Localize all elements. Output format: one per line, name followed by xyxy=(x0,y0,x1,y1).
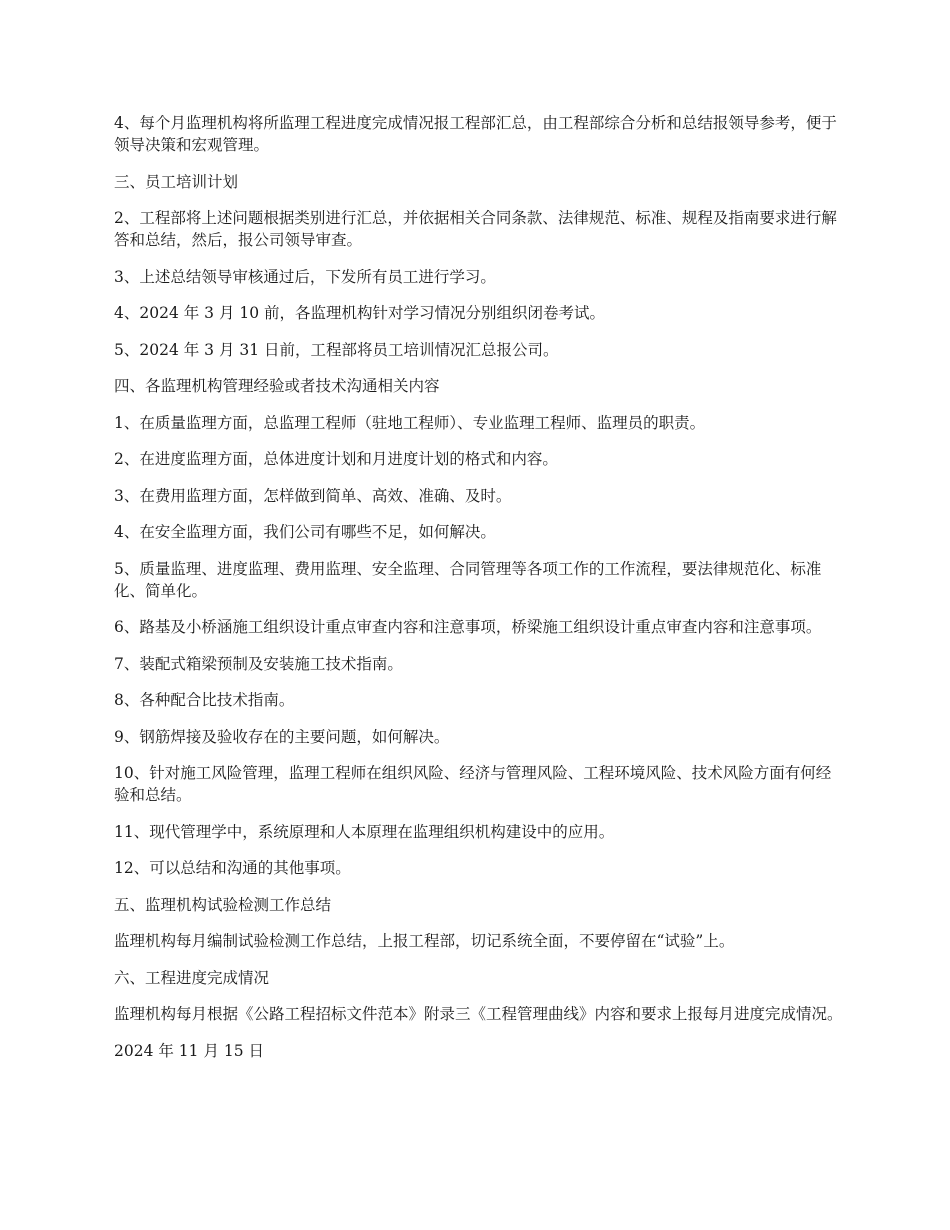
paragraph-item: 3、上述总结领导审核通过后，下发所有员工进行学习。 xyxy=(114,267,496,286)
paragraph-item: 5、质量监理、进度监理、费用监理、安全监理、合同管理等各项工作的工作流程，要法律规范化、标准化、简单化。 xyxy=(114,559,822,600)
section-heading: 六、工程进度完成情况 xyxy=(114,968,270,987)
section-heading: 三、员工培训计划 xyxy=(114,172,239,191)
paragraph-item: 2、在进度监理方面，总体进度计划和月进度计划的格式和内容。 xyxy=(114,450,558,468)
document-date: 2024 年 11 月 15 日 xyxy=(114,1041,265,1060)
paragraph-item: 12、可以总结和沟通的其他事项。 xyxy=(114,859,351,877)
paragraph-item: 监理机构每月编制试验检测工作总结，上报工程部，切记系统全面，不要停留在“试验”上。 xyxy=(114,932,735,950)
paragraph-item: 11、现代管理学中，系统原理和人本原理在监理组织机构建设中的应用。 xyxy=(114,822,615,841)
paragraph-item: 7、装配式箱梁预制及安装施工技术指南。 xyxy=(114,654,403,673)
paragraph-item: 4、2024 年 3 月 10 前，各监理机构针对学习情况分别组织闭卷考试。 xyxy=(114,304,606,322)
paragraph-item: 4、在安全监理方面，我们公司有哪些不足，如何解决。 xyxy=(114,523,496,541)
paragraph-item: 监理机构每月根据《公路工程招标文件范本》附录三《工程管理曲线》内容和要求上报每月进度完成情况。 xyxy=(114,1005,843,1023)
document-body xyxy=(114,112,844,1076)
paragraph-item: 2、工程部将上述问题根据类别进行汇总，并依据相关合同条款、法律规范、标准、规程及指南要求进行解答和总结，然后，报公司领导审查。 xyxy=(114,209,837,249)
paragraph-item: 6、路基及小桥涵施工组织设计重点审查内容和注意事项，桥梁施工组织设计重点审查内容和注意事项。 xyxy=(114,618,822,636)
paragraph-item: 8、各种配合比技术指南。 xyxy=(114,691,295,709)
paragraph-item: 5、2024 年 3 月 31 日前，工程部将员工培训情况汇总报公司。 xyxy=(114,340,559,359)
paragraph-item: 3、在费用监理方面，怎样做到简单、高效、准确、及时。 xyxy=(114,486,512,505)
section-heading: 五、监理机构试验检测工作总结 xyxy=(114,895,332,914)
paragraph-item: 9、钢筋焊接及验收存在的主要问题，如何解决。 xyxy=(114,727,450,746)
paragraph-item: 4、每个月监理机构将所监理工程进度完成情况报工程部汇总，由工程部综合分析和总结报领导参考，便于领导决策和宏观管理。 xyxy=(114,114,837,154)
paragraph-item: 1、在质量监理方面，总监理工程师（驻地工程师）、专业监理工程师、监理员的职责。 xyxy=(114,413,706,432)
paragraph-item: 10、针对施工风险管理，监理工程师在组织风险、经济与管理风险、工程环境风险、技术风险方面有何经验和总结。 xyxy=(114,764,832,804)
section-heading: 四、各监理机构管理经验或者技术沟通相关内容 xyxy=(114,377,440,395)
